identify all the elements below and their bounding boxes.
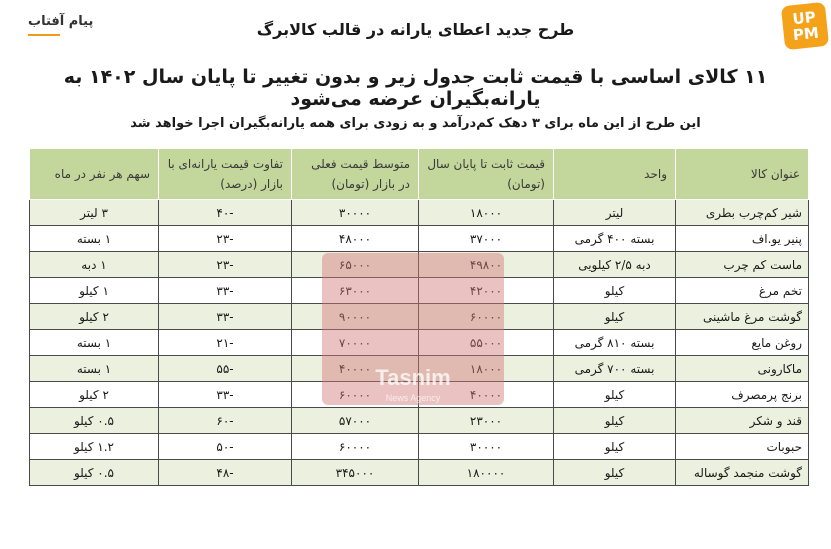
cell-name: روغن مایع [676, 330, 809, 356]
cell-name: حبوبات [676, 434, 809, 460]
cell-share: ۰.۵ کیلو [30, 460, 159, 486]
header-market-price: متوسط قیمت فعلی در بازار (تومان) [292, 149, 419, 200]
logo-text: پیام آفتاب [28, 14, 94, 29]
cell-fixed-price: ۱۸۰۰۰ [419, 356, 554, 382]
cell-unit: کیلو [554, 304, 676, 330]
subheadline: این طرح از این ماه برای ۳ دهک کم‌درآمد و به زودی برای همه یارانه‌بگیران اجرا خواهد شد [130, 116, 701, 131]
cell-market-price: ۴۰۰۰۰ [292, 356, 419, 382]
cell-unit: لیتر [554, 200, 676, 226]
cell-share: ۳ لیتر [30, 200, 159, 226]
cell-fixed-price: ۲۳۰۰۰ [419, 408, 554, 434]
cell-difference: -۲۳ [159, 226, 292, 252]
cell-name: تخم مرغ [676, 278, 809, 304]
cell-share: ۱ بسته [30, 356, 159, 382]
cell-share: ۱ کیلو [30, 278, 159, 304]
watermark-subtext: News Agency [385, 393, 441, 403]
table-header-row [30, 149, 809, 200]
headline: ۱۱ کالای اساسی با قیمت ثابت جدول زیر و بدون تغییر تا پایان سال ۱۴۰۲ به یارانه‌بگیران عرضه می‌شود [63, 66, 768, 110]
cell-fixed-price: ۴۰۰۰۰ [419, 382, 554, 408]
cell-share: ۱ بسته [30, 226, 159, 252]
cell-share: ۱ بسته [30, 330, 159, 356]
table-row [30, 278, 809, 304]
cell-name: ماست کم چرب [676, 252, 809, 278]
cell-fixed-price: ۶۰۰۰۰ [419, 304, 554, 330]
cell-fixed-price: ۳۰۰۰۰ [419, 434, 554, 460]
cell-unit: کیلو [554, 434, 676, 460]
cell-difference: -۵۵ [159, 356, 292, 382]
cell-difference: -۳۳ [159, 304, 292, 330]
header-unit: واحد [554, 149, 676, 200]
cell-name: ماکارونی [676, 356, 809, 382]
cell-unit: بسته ۸۱۰ گرمی [554, 330, 676, 356]
cell-name: گوشت منجمد گوساله [676, 460, 809, 486]
table-row [30, 356, 809, 382]
cell-difference: -۴۸ [159, 460, 292, 486]
cell-unit: دبه ۲/۵ کیلویی [554, 252, 676, 278]
cell-fixed-price: ۱۸۰۰۰۰ [419, 460, 554, 486]
cell-share: ۲ کیلو [30, 304, 159, 330]
header-share: سهم هر نفر در ماه [30, 149, 159, 200]
table-row [30, 408, 809, 434]
cell-unit: بسته ۴۰۰ گرمی [554, 226, 676, 252]
cell-market-price: ۶۰۰۰۰ [292, 382, 419, 408]
header-difference: تفاوت قیمت یارانه‌ای با بازار (درصد) [159, 149, 292, 200]
cell-share: ۲ کیلو [30, 382, 159, 408]
cell-market-price: ۶۳۰۰۰ [292, 278, 419, 304]
cell-market-price: ۴۸۰۰۰ [292, 226, 419, 252]
cell-unit: کیلو [554, 278, 676, 304]
watermark-text: Tasnim [375, 365, 451, 390]
table-row [30, 304, 809, 330]
cell-difference: -۳۳ [159, 278, 292, 304]
table-row [30, 226, 809, 252]
cell-name: شیر کم‌چرب بطری [676, 200, 809, 226]
header-name: عنوان کالا [676, 149, 809, 200]
cell-unit: کیلو [554, 382, 676, 408]
cell-market-price: ۳۴۵۰۰۰ [292, 460, 419, 486]
cell-share: ۱.۲ کیلو [30, 434, 159, 460]
table-row [30, 460, 809, 486]
cell-market-price: ۵۷۰۰۰ [292, 408, 419, 434]
cell-fixed-price: ۴۲۰۰۰ [419, 278, 554, 304]
cell-name: گوشت مرغ ماشینی [676, 304, 809, 330]
cell-fixed-price: ۵۵۰۰۰ [419, 330, 554, 356]
cell-unit: بسته ۷۰۰ گرمی [554, 356, 676, 382]
cell-market-price: ۳۰۰۰۰ [292, 200, 419, 226]
table-body [30, 200, 809, 486]
cell-difference: -۲۱ [159, 330, 292, 356]
cell-name: برنج پرمصرف [676, 382, 809, 408]
cell-difference: -۶۰ [159, 408, 292, 434]
cell-unit: کیلو [554, 408, 676, 434]
cell-market-price: ۹۰۰۰۰ [292, 304, 419, 330]
cell-difference: -۴۰ [159, 200, 292, 226]
subsidy-table [29, 148, 809, 486]
table-row [30, 330, 809, 356]
page-title: طرح جدید اعطای یارانه در قالب کالابرگ [256, 20, 575, 39]
header-fixed-price: قیمت ثابت تا پایان سال (تومان) [419, 149, 554, 200]
cell-difference: -۵۰ [159, 434, 292, 460]
cell-fixed-price: ۱۸۰۰۰ [419, 200, 554, 226]
cell-fixed-price: ۳۷۰۰۰ [419, 226, 554, 252]
table-row [30, 382, 809, 408]
cell-name: پنیر یو.اف [676, 226, 809, 252]
cell-name: قند و شکر [676, 408, 809, 434]
cell-difference: -۳۳ [159, 382, 292, 408]
upm-badge-icon: UP PM [781, 2, 829, 50]
cell-unit: کیلو [554, 460, 676, 486]
cell-market-price: ۶۵۰۰۰ [292, 252, 419, 278]
cell-market-price: ۶۰۰۰۰ [292, 434, 419, 460]
table-row [30, 200, 809, 226]
table-row [30, 252, 809, 278]
cell-difference: -۲۳ [159, 252, 292, 278]
cell-market-price: ۷۰۰۰۰ [292, 330, 419, 356]
cell-share: ۱ دبه [30, 252, 159, 278]
cell-share: ۰.۵ کیلو [30, 408, 159, 434]
cell-fixed-price: ۴۹۸۰۰ [419, 252, 554, 278]
table-row [30, 434, 809, 460]
